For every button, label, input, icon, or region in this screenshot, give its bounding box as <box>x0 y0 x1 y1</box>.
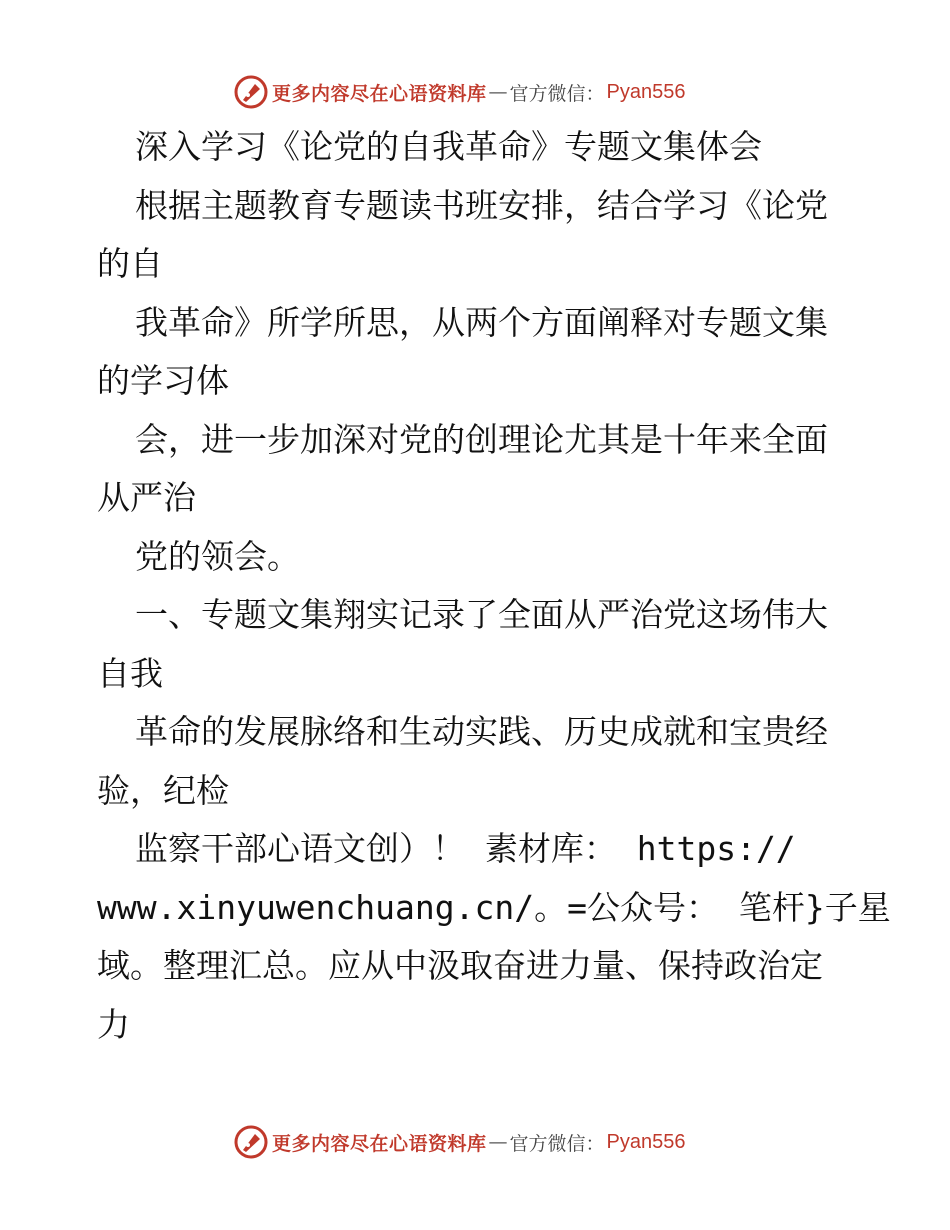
paragraph-line: 的学习体 <box>97 361 229 400</box>
header-banner <box>0 72 950 112</box>
banner-slogan: 更多内容尽在心语资料库 <box>272 1132 487 1155</box>
banner-slogan: 更多内容尽在心语资料库 <box>272 82 487 105</box>
banner-wechat-label: 官方微信： <box>509 82 605 105</box>
banner-wechat-label: 官方微信： <box>509 1132 605 1155</box>
document-title: 深入学习《论党的自我革命》专题文集体会 <box>135 127 762 166</box>
paragraph-line: 革命的发展脉络和生动实践、历史成就和宝贵经 <box>135 712 828 751</box>
paragraph-line: 力 <box>97 1004 130 1044</box>
section-heading: 一、专题文集翔实记录了全面从严治党这场伟大 <box>135 595 828 634</box>
banner-wechat-id: Pyan556 <box>606 1130 686 1153</box>
paragraph-line: 会，进一步加深对党的创理论尤其是十年来全面 <box>135 419 828 459</box>
document-body <box>97 118 891 1054</box>
paragraph-line: www.xinyuwenchuang.cn/。=公众号： 笔杆}子星 <box>97 887 891 927</box>
banner-separator: — <box>488 1131 508 1153</box>
paragraph-line: 我革命》所学所思，从两个方面阐释对专题文集 <box>135 302 828 342</box>
banner-separator: — <box>488 81 508 103</box>
pen-nib-circle-icon <box>234 75 268 109</box>
paragraph-line: 党的领会。 <box>135 536 300 576</box>
banner-wechat-id: Pyan556 <box>606 80 686 103</box>
paragraph-line: 域。整理汇总。应从中汲取奋进力量、保持政治定 <box>97 946 823 985</box>
paragraph-line: 的自 <box>97 244 163 283</box>
pen-nib-circle-icon <box>234 1125 268 1159</box>
paragraph-line: 自我 <box>97 653 163 693</box>
footer-banner <box>0 1122 950 1162</box>
paragraph-line: 根据主题教育专题读书班安排，结合学习《论党 <box>135 185 828 225</box>
paragraph-line: 从严治 <box>97 478 196 517</box>
paragraph-line: 验，纪检 <box>97 770 229 810</box>
paragraph-line: 监察干部心语文创）！ 素材库： https:// <box>135 829 796 868</box>
